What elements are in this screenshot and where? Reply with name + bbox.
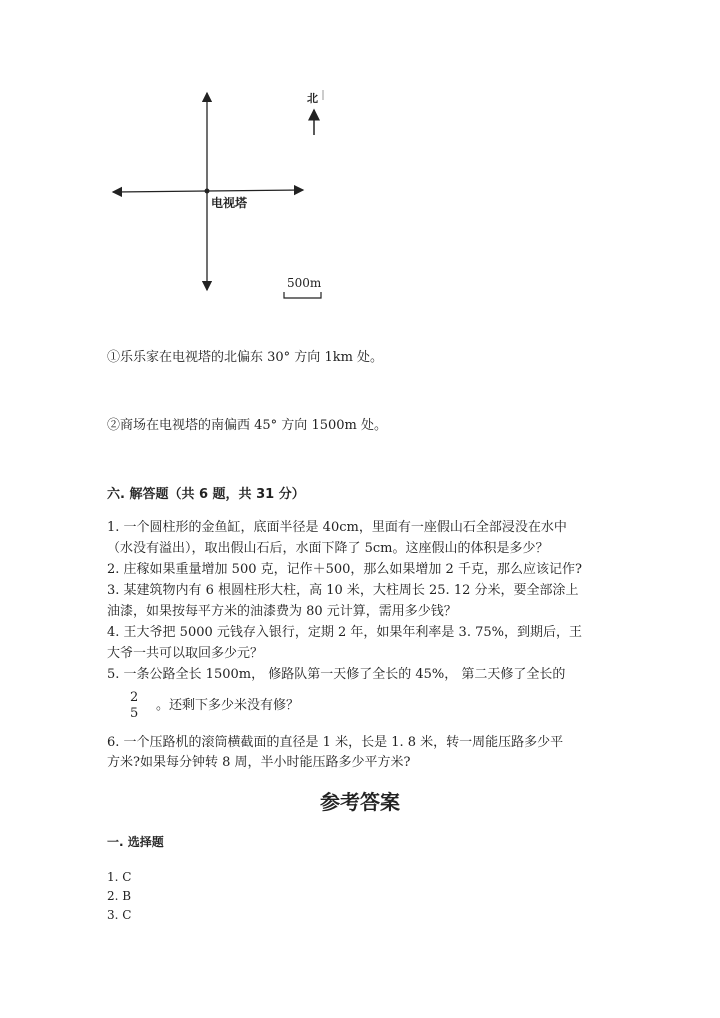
question-line: 油漆，如果按每平方米的油漆费为 80 元计算，需用多少钱？ [107, 604, 457, 619]
question-line: 2. 庄稼如果重量增加 500 克，记作＋500，那么如果增加 2 千克，那么应该记作? [107, 562, 582, 577]
fraction-denominator: 5 [130, 706, 139, 721]
west-axis [113, 191, 207, 192]
question-line: 方米?如果每分钟转 8 周，半小时能压路多少平方米? [107, 755, 411, 770]
answer-item: 2. B [107, 889, 132, 903]
question-line: 1. 一个圆柱形的金鱼缸，底面半径是 40cm，里面有一座假山石全部浸没在水中 [107, 520, 567, 535]
question-line: 3. 某建筑物内有 6 根圆柱形大柱，高 10 米，大柱周长 25. 12 分米，要全部涂上 [107, 583, 579, 598]
question-line: 5. 一条公路全长 1500m， 修路队第一天修了全长的 45%， 第二天修了全长的 [107, 667, 566, 682]
answer-item: 3. C [107, 908, 132, 922]
north-label: 北 [307, 92, 318, 105]
direction-diagram [0, 0, 720, 330]
tv-tower-point [205, 189, 210, 194]
scale-bar [284, 292, 321, 298]
answers-title: 参考答案 [320, 790, 400, 814]
east-axis [207, 190, 303, 191]
question-line: 6. 一个压路机的滚筒横截面的直径是 1 米，长是 1. 8 米，转一周能压路多少平 [107, 735, 564, 750]
scale-label: 500m [287, 276, 322, 290]
answer-item: 1. C [107, 870, 132, 884]
tv-tower-label: 电视塔 [211, 196, 248, 210]
section-6-heading: 六. 解答题（共 6 题，共 31 分） [107, 487, 305, 502]
question-line: （水没有溢出），取出假山石后，水面下降了 5cm。这座假山的体积是多少？ [107, 541, 549, 556]
statement-1: ①乐乐家在电视塔的北偏东 30° 方向 1km 处。 [107, 350, 384, 365]
question-line: 大爷一共可以取回多少元？ [107, 646, 264, 661]
answers-section-1: 一. 选择题 [107, 835, 164, 849]
fraction [130, 690, 138, 722]
question-line: 4. 王大爷把 5000 元钱存入银行，定期 2 年，如果年利率是 3. 75%，到期后，王 [107, 625, 582, 640]
fraction-numerator: 2 [130, 690, 139, 705]
question-line: 。还剩下多少米没有修？ [156, 698, 300, 713]
statement-2: ②商场在电视塔的南偏西 45° 方向 1500m 处。 [107, 418, 387, 433]
